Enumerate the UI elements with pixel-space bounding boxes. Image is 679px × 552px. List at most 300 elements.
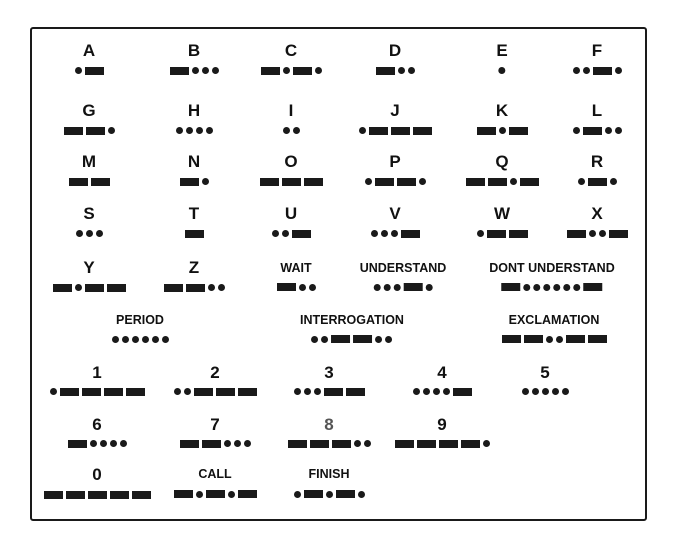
code-N (178, 177, 210, 186)
morse-dash (304, 178, 323, 186)
morse-dash (346, 388, 365, 396)
morse-dot (373, 284, 380, 291)
morse-dot (552, 388, 559, 395)
morse-dot (122, 336, 129, 343)
morse-dot (534, 284, 541, 291)
morse-dot (610, 178, 617, 185)
entry-S (74, 205, 104, 238)
label-9: 9 (437, 415, 447, 434)
morse-dash (68, 440, 87, 448)
label-V: V (389, 204, 401, 223)
entry-I (281, 102, 301, 135)
label-8: 8 (324, 415, 334, 434)
label-D: D (388, 41, 402, 60)
code-8 (286, 439, 372, 448)
code-exclamation (500, 335, 608, 344)
code-B (168, 66, 220, 75)
morse-dot (443, 388, 450, 395)
morse-dash (174, 490, 193, 498)
label-exclamation: EXCLAMATION (508, 313, 600, 327)
morse-dash (466, 178, 485, 186)
morse-dot (234, 440, 241, 447)
entry-X (565, 205, 629, 238)
entry-wait (275, 262, 317, 292)
morse-dot (376, 336, 383, 343)
morse-dash (238, 490, 257, 498)
morse-dash (194, 388, 213, 396)
entry-finish (292, 468, 366, 499)
entry-H (174, 102, 214, 135)
code-F (571, 66, 623, 75)
morse-dot (615, 127, 622, 134)
code-U (270, 229, 312, 238)
code-T (183, 229, 205, 238)
code-Z (162, 283, 226, 292)
code-dont-understand (489, 283, 614, 292)
label-R: R (590, 152, 604, 171)
code-I (281, 126, 301, 135)
label-Q: Q (495, 152, 509, 171)
morse-dash (566, 335, 585, 343)
morse-dot (294, 491, 301, 498)
code-D (374, 66, 416, 75)
label-L: L (591, 101, 603, 120)
morse-dot (578, 178, 585, 185)
morse-dash (60, 388, 79, 396)
morse-dash (417, 440, 436, 448)
morse-dot (184, 388, 191, 395)
label-C: C (284, 41, 298, 60)
label-N: N (187, 152, 201, 171)
morse-dot (112, 336, 119, 343)
morse-dot (564, 284, 571, 291)
morse-dot (212, 67, 219, 74)
label-S: S (83, 204, 95, 223)
entry-B (168, 42, 220, 75)
morse-dash (44, 491, 63, 499)
morse-dot (314, 388, 321, 395)
label-wait: WAIT (280, 261, 312, 275)
entry-P (363, 153, 427, 186)
morse-dot (393, 284, 400, 291)
morse-dash (401, 230, 420, 238)
morse-dash (64, 127, 83, 135)
morse-dot (522, 388, 529, 395)
entry-Y (51, 259, 127, 292)
code-E (496, 66, 507, 75)
morse-dot (75, 67, 82, 74)
morse-dash (369, 127, 388, 135)
code-7 (178, 439, 252, 448)
code-H (174, 126, 214, 135)
morse-dot (524, 284, 531, 291)
morse-dash (502, 335, 521, 343)
entry-5 (520, 364, 570, 396)
morse-dash (413, 127, 432, 135)
morse-dot (293, 127, 300, 134)
code-4 (411, 387, 473, 396)
morse-dash (132, 491, 151, 499)
morse-dot (132, 336, 139, 343)
morse-dot (322, 336, 329, 343)
entry-8 (286, 416, 372, 448)
morse-dash (293, 67, 312, 75)
label-6: 6 (92, 415, 102, 434)
label-M: M (81, 152, 97, 171)
code-J (357, 126, 433, 135)
morse-dot (206, 127, 213, 134)
morse-dot (546, 336, 553, 343)
morse-dot (75, 284, 82, 291)
entry-7 (178, 416, 252, 448)
code-1 (48, 387, 146, 396)
code-5 (520, 387, 570, 396)
code-O (258, 177, 324, 186)
morse-dash (288, 440, 307, 448)
label-J: J (390, 101, 400, 120)
label-T: T (188, 204, 200, 223)
morse-dash (524, 335, 543, 343)
morse-dot (90, 440, 97, 447)
entry-C (259, 42, 323, 75)
morse-dot (218, 284, 225, 291)
morse-dash (520, 178, 539, 186)
entry-period (110, 314, 170, 344)
morse-dash (185, 230, 204, 238)
entry-G (62, 102, 116, 135)
label-5: 5 (540, 363, 550, 382)
morse-dot (244, 440, 251, 447)
morse-dash (376, 67, 395, 75)
entry-6 (66, 416, 128, 448)
label-3: 3 (324, 363, 334, 382)
morse-dash (107, 284, 126, 292)
morse-dash (66, 491, 85, 499)
code-C (259, 66, 323, 75)
label-dont-understand: DONT UNDERSTAND (489, 261, 615, 275)
morse-dot (174, 388, 181, 395)
morse-dot (272, 230, 279, 237)
morse-dash (164, 284, 183, 292)
code-9 (393, 439, 491, 448)
morse-dot (381, 230, 388, 237)
entry-J (357, 102, 433, 135)
morse-dash (453, 388, 472, 396)
morse-dash (395, 440, 414, 448)
entry-V (369, 205, 421, 238)
label-W: W (493, 204, 511, 223)
morse-dot (100, 440, 107, 447)
morse-dot (142, 336, 149, 343)
entry-K (475, 102, 529, 135)
entry-L (571, 102, 623, 135)
morse-dot (386, 336, 393, 343)
label-E: E (496, 41, 508, 60)
morse-dot (228, 491, 235, 498)
morse-dash (397, 178, 416, 186)
morse-dot (544, 284, 551, 291)
morse-dot (605, 127, 612, 134)
morse-dot (86, 230, 93, 237)
morse-dash (85, 284, 104, 292)
morse-dash (354, 335, 373, 343)
morse-dash (336, 490, 355, 498)
morse-dash (502, 283, 521, 291)
morse-dot (108, 127, 115, 134)
label-U: U (284, 204, 298, 223)
morse-dash (583, 127, 602, 135)
entry-3 (292, 364, 366, 396)
morse-dash (439, 440, 458, 448)
morse-dot (499, 67, 506, 74)
label-finish: FINISH (308, 467, 350, 481)
entry-0 (42, 466, 152, 499)
label-B: B (187, 41, 201, 60)
morse-dot (76, 230, 83, 237)
morse-dash (584, 283, 603, 291)
morse-dot (510, 178, 517, 185)
code-R (576, 177, 618, 186)
entry-E (496, 42, 507, 75)
label-I: I (288, 101, 294, 120)
morse-dot (433, 388, 440, 395)
entry-O (258, 153, 324, 186)
morse-dot (96, 230, 103, 237)
morse-dash (206, 490, 225, 498)
code-call (172, 490, 258, 499)
label-G: G (82, 101, 96, 120)
morse-dash (304, 490, 323, 498)
label-A: A (82, 41, 96, 60)
morse-dot (599, 230, 606, 237)
morse-dot (573, 127, 580, 134)
morse-dot (554, 284, 561, 291)
code-S (74, 229, 104, 238)
code-W (475, 229, 529, 238)
morse-dot (192, 67, 199, 74)
label-H: H (187, 101, 201, 120)
code-interrogation (300, 335, 404, 344)
morse-dash (332, 335, 351, 343)
morse-dot (477, 230, 484, 237)
morse-dash (180, 178, 199, 186)
entry-W (475, 205, 529, 238)
morse-dash (86, 127, 105, 135)
morse-dot (423, 388, 430, 395)
morse-dot (365, 178, 372, 185)
morse-dot (224, 440, 231, 447)
morse-dot (391, 230, 398, 237)
morse-dot (152, 336, 159, 343)
morse-dot (196, 491, 203, 498)
entry-4 (411, 364, 473, 396)
morse-dot (408, 67, 415, 74)
code-V (369, 229, 421, 238)
entry-9 (393, 416, 491, 448)
morse-dot (282, 230, 289, 237)
morse-dash (403, 283, 422, 291)
code-G (62, 126, 116, 135)
morse-dot (202, 67, 209, 74)
morse-dot (120, 440, 127, 447)
code-3 (292, 387, 366, 396)
label-X: X (591, 204, 603, 223)
label-P: P (389, 152, 401, 171)
morse-dash (216, 388, 235, 396)
code-A (73, 66, 105, 75)
code-period (110, 335, 170, 344)
entry-T (183, 205, 205, 238)
morse-dash (477, 127, 496, 135)
entry-F (571, 42, 623, 75)
morse-dash (186, 284, 205, 292)
morse-dash (69, 178, 88, 186)
morse-dot (50, 388, 57, 395)
morse-dash (324, 388, 343, 396)
morse-dash (126, 388, 145, 396)
morse-dot (110, 440, 117, 447)
morse-dot (196, 127, 203, 134)
morse-dot (483, 440, 490, 447)
entry-D (374, 42, 416, 75)
morse-dot (208, 284, 215, 291)
code-P (363, 177, 427, 186)
morse-dash (260, 178, 279, 186)
label-2: 2 (210, 363, 220, 382)
morse-dot (383, 284, 390, 291)
label-O: O (284, 152, 298, 171)
morse-dot (556, 336, 563, 343)
code-K (475, 126, 529, 135)
morse-dot (176, 127, 183, 134)
morse-dot (202, 178, 209, 185)
morse-dot (294, 388, 301, 395)
label-0: 0 (92, 465, 102, 484)
morse-dot (162, 336, 169, 343)
label-Y: Y (83, 258, 95, 277)
morse-dash (391, 127, 410, 135)
code-Y (51, 283, 127, 292)
entry-call (172, 468, 258, 499)
entry-N (178, 153, 210, 186)
morse-dash (91, 178, 110, 186)
morse-dash (588, 178, 607, 186)
morse-dash (310, 440, 329, 448)
morse-dash (277, 283, 296, 291)
morse-dash (487, 230, 506, 238)
morse-dash (53, 284, 72, 292)
morse-dot (583, 67, 590, 74)
morse-dash (238, 388, 257, 396)
morse-dot (299, 284, 306, 291)
morse-dot (312, 336, 319, 343)
morse-dash (202, 440, 221, 448)
morse-dash (104, 388, 123, 396)
morse-dot (419, 178, 426, 185)
code-M (67, 177, 111, 186)
morse-dash (332, 440, 351, 448)
label-call: CALL (198, 467, 232, 481)
label-period: PERIOD (116, 313, 164, 327)
morse-dot (413, 388, 420, 395)
morse-dash (88, 491, 107, 499)
code-Q (464, 177, 540, 186)
entry-R (576, 153, 618, 186)
entry-dont-understand (489, 262, 614, 292)
morse-dash (170, 67, 189, 75)
morse-dot (425, 284, 432, 291)
morse-dot (574, 284, 581, 291)
morse-dash (292, 230, 311, 238)
morse-dot (562, 388, 569, 395)
code-finish (292, 490, 366, 499)
code-X (565, 229, 629, 238)
morse-dash (261, 67, 280, 75)
label-Z: Z (188, 258, 200, 277)
morse-dash (609, 230, 628, 238)
morse-dot (304, 388, 311, 395)
morse-dash (110, 491, 129, 499)
morse-dot (532, 388, 539, 395)
morse-dot (326, 491, 333, 498)
entry-interrogation (300, 314, 404, 344)
morse-dot (186, 127, 193, 134)
code-wait (275, 283, 317, 292)
morse-dot (589, 230, 596, 237)
entry-understand (360, 262, 447, 292)
entry-U (270, 205, 312, 238)
label-1: 1 (92, 363, 102, 382)
label-understand: UNDERSTAND (359, 261, 447, 275)
code-2 (172, 387, 258, 396)
morse-dot (573, 67, 580, 74)
label-7: 7 (210, 415, 220, 434)
code-L (571, 126, 623, 135)
morse-dash (282, 178, 301, 186)
morse-dot (542, 388, 549, 395)
morse-dot (499, 127, 506, 134)
morse-dot (309, 284, 316, 291)
morse-dash (488, 178, 507, 186)
morse-dot (283, 127, 290, 134)
morse-dot (371, 230, 378, 237)
label-F: F (591, 41, 603, 60)
morse-dash (461, 440, 480, 448)
morse-dash (85, 67, 104, 75)
morse-dash (180, 440, 199, 448)
morse-dot (354, 440, 361, 447)
code-understand (360, 283, 447, 292)
code-6 (66, 439, 128, 448)
entry-exclamation (500, 314, 608, 344)
morse-dot (398, 67, 405, 74)
morse-dash (567, 230, 586, 238)
entry-M (67, 153, 111, 186)
morse-dot (283, 67, 290, 74)
morse-dot (364, 440, 371, 447)
entry-2 (172, 364, 258, 396)
morse-dot (615, 67, 622, 74)
morse-dash (509, 230, 528, 238)
morse-dash (588, 335, 607, 343)
morse-dash (82, 388, 101, 396)
entry-1 (48, 364, 146, 396)
code-0 (42, 490, 152, 499)
morse-dot (358, 491, 365, 498)
entry-Q (464, 153, 540, 186)
label-interrogation: INTERROGATION (300, 313, 404, 327)
entry-Z (162, 259, 226, 292)
